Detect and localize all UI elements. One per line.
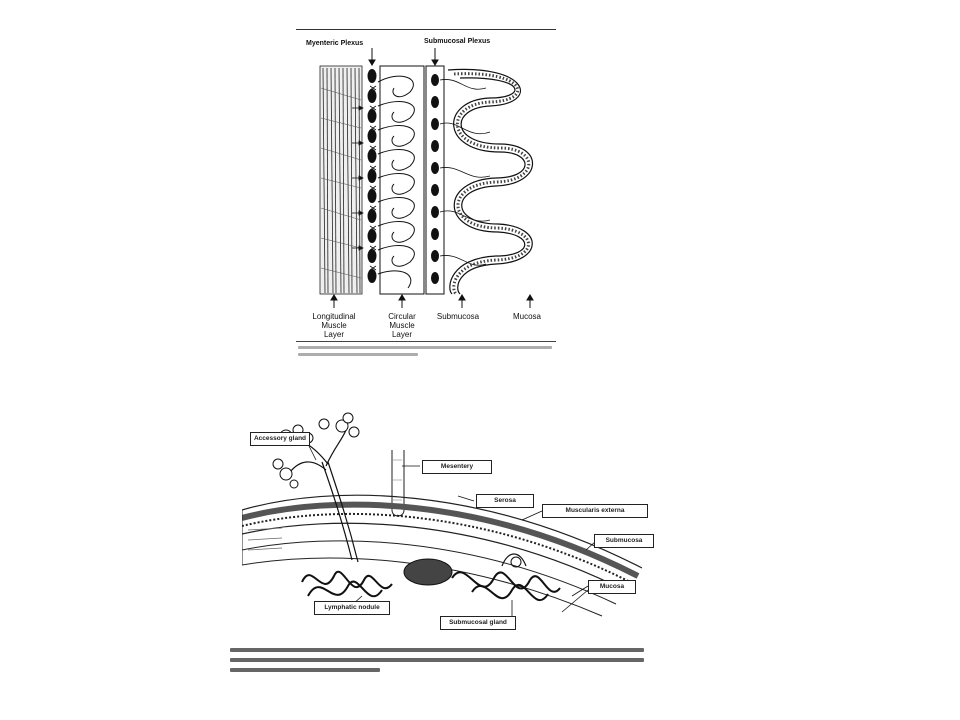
callout-mesentery: Mesentery [422,460,492,474]
plexus-pointer-arrows [369,48,438,65]
callout-mucosa: Mucosa [588,580,636,594]
top-figure-histology-layers [290,20,560,360]
callout-serosa: Serosa [476,494,534,508]
mucosa-folds [448,69,533,294]
top-figure-rule [296,29,556,30]
circular-muscle-layer [378,66,424,294]
callout-accessory-gland: Accessory gland [250,432,310,446]
layer-label-submucosa: Submucosa [436,312,480,321]
lymphatic-nodule-shape [404,559,452,585]
callout-lymphatic-nodule: Lymphatic nodule [314,601,390,615]
longitudinal-muscle-layer [320,66,362,294]
submucosal-plexus-header: Submucosal Plexus [424,38,491,45]
callout-muscularis-externa: Muscularis externa [542,504,648,518]
layer-label-longitudinal: Longitudinal Muscle Layer [312,312,356,339]
submucosal-plexus-ganglia [426,66,444,294]
myenteric-plexus-header: Myenteric Plexus [306,40,364,47]
layer-label-mucosa: Mucosa [512,312,541,321]
myenteric-plexus-ganglia [368,69,377,283]
caption-rule [296,341,556,342]
callout-submucosal-gland: Submucosal gland [440,616,516,630]
layer-label-circular: Circular Muscle Layer [388,312,416,339]
callout-submucosa: Submucosa [594,534,654,548]
histology-diagram [290,48,560,308]
layer-pointer-arrows [331,295,533,308]
bottom-figure-gi-wall [242,400,662,680]
